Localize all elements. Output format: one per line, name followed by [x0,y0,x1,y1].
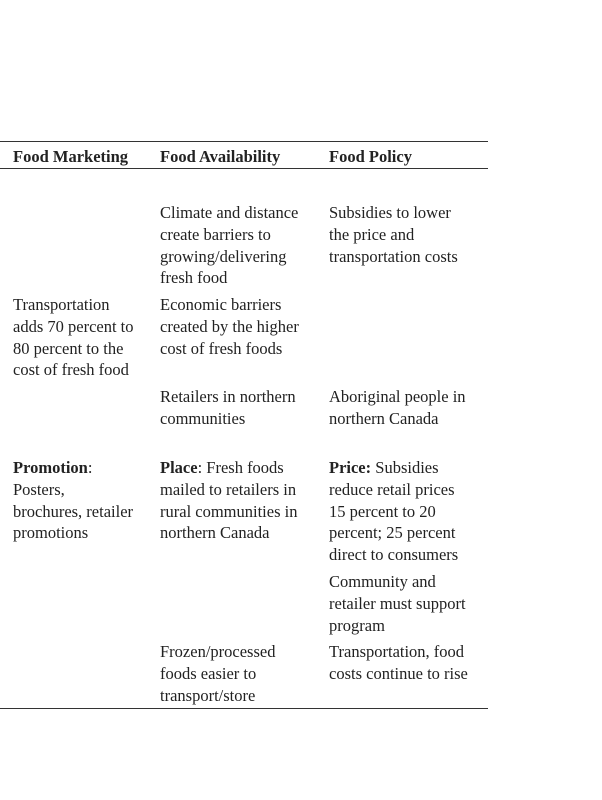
table-cell: Frozen/processed foods easier to transport/store [160,642,276,705]
table-cell: Transportation adds 70 percent to 80 percent to the cost of fresh food [13,295,134,380]
table-cell: Community and retailer must support program [329,572,466,635]
promotion-text: Posters, brochures, retailer promotions [13,479,134,543]
place-text: : Fresh foods mailed to retailers in rural communities in northern Canada [160,458,298,543]
header-food-availability: Food Availability [160,147,281,166]
place-label: Place [160,458,198,477]
header-food-policy: Food Policy [329,147,412,166]
table-cell: Climate and distance create barriers to growing/delivering fresh food [160,203,299,288]
table-cell [160,457,320,544]
table-cell: Retailers in northern communities [160,387,296,428]
table-cell: Transportation, food costs continue to rise [329,642,468,683]
table-top-rule [0,141,488,142]
table-cell [329,457,489,566]
table-cell [13,457,155,544]
price-label: Price: [329,458,372,477]
table-cell: Aboriginal people in northern Canada [329,387,466,428]
header-bottom-rule [0,168,488,169]
table-cell: Subsidies to lower the price and transportation costs [329,203,458,266]
table-cell: Economic barriers created by the higher cost of fresh foods [160,295,299,358]
price-text: Subsidies reduce retail prices 15 percent to 20 percent; 25 percent direct to consumers [329,458,459,565]
header-food-marketing: Food Marketing [13,147,129,166]
promotion-label: Promotion [13,458,88,477]
promotion-sep: : [87,458,93,477]
table-bottom-rule [0,708,488,709]
